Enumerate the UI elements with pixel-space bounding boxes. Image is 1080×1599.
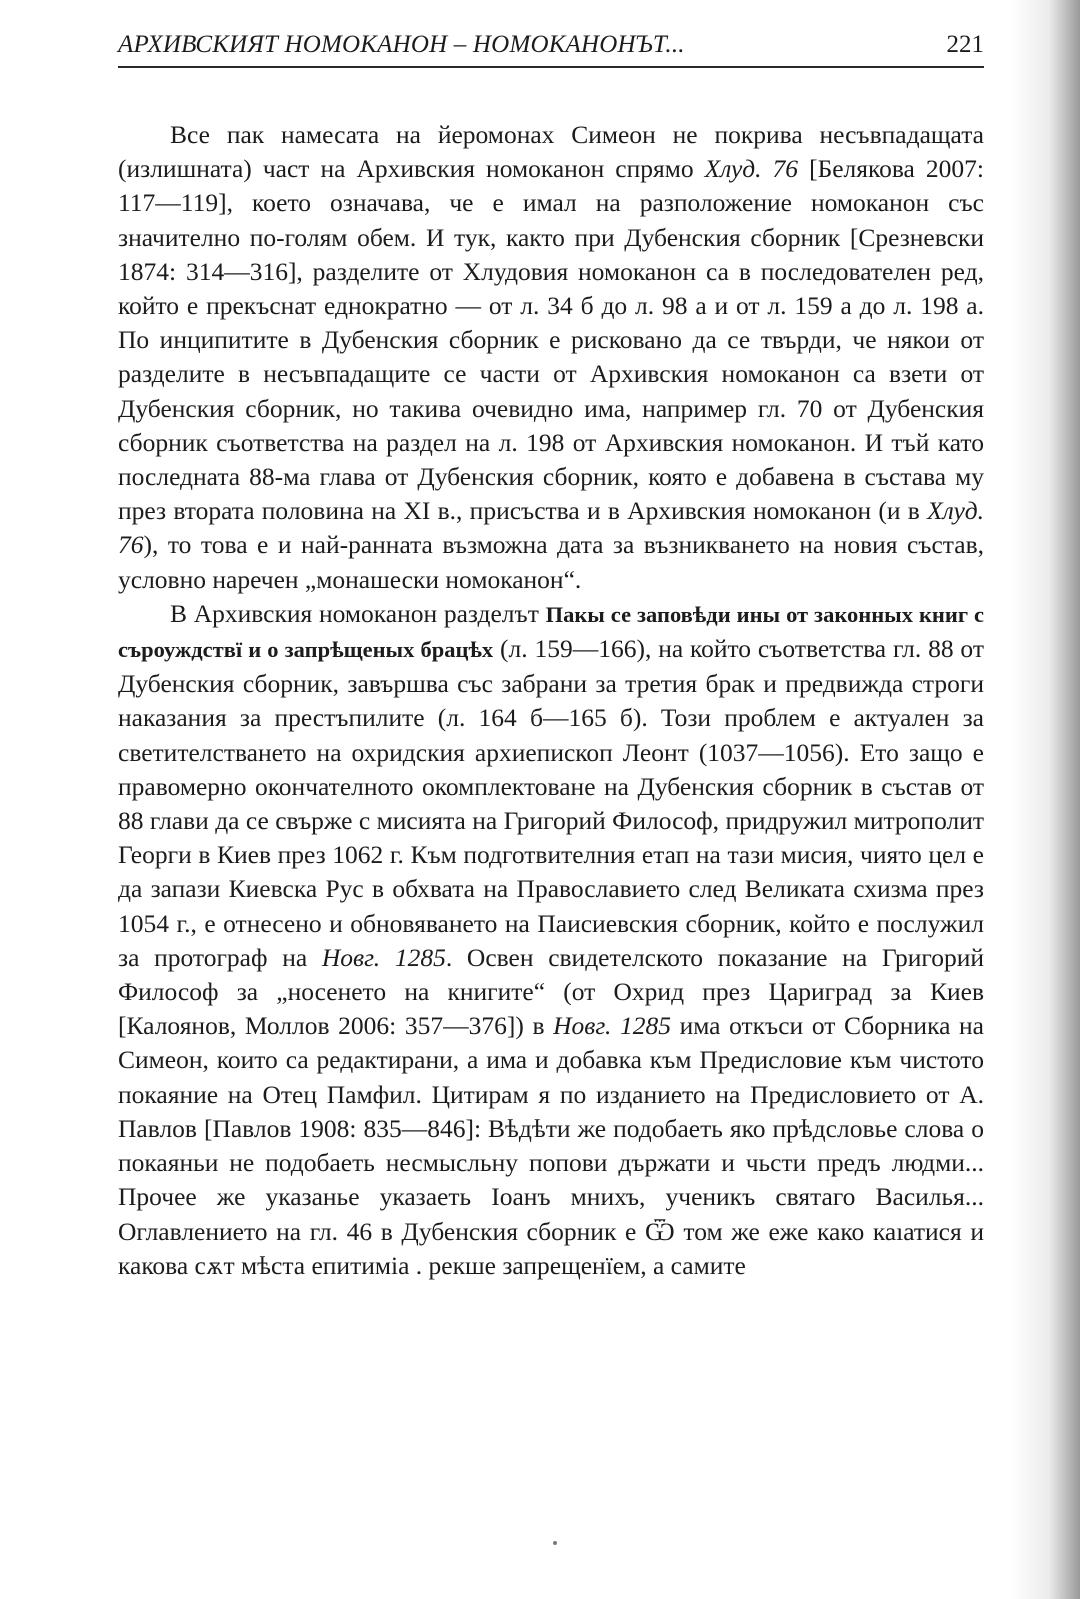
print-speck <box>553 1541 557 1545</box>
page-number: 221 <box>946 31 984 58</box>
paragraph-2-text: има откъси от Сборника на Симеон, които са редактирани, а има и добавка към Предисловие към чистото покаяние на Отец Памфил. Цитирам я по изданието на Предисловието от А. Павлов [Павлов 1908: 835—846]: Вѣдѣти же подобаеть яко прѣдсловье слова о покаяньи не подобаеть несмысльну попови държати и чьсти предъ людми... Прочее же указанье указаеть Іоанъ мнихъ, ученикъ святаго Василья... Оглавлението на гл. 46 в Дубенския сборник е Ѿ том же еже како каıатися и какова сѫт мѣста епитиміа . рекше запрещенїем, а самите <box>118 1011 984 1280</box>
paragraph-1-text: Все пак намесата на йеромонах Симеон не покрива несъвпадащата (излишната) част на Архивския номоканон спрямо <box>118 120 984 184</box>
paragraph-1-text: ), то това е и най-ранната възможна дата за възникването на новия състав, условно наречен „монашески номоканон“. <box>118 530 984 594</box>
manuscript-siglum: Хлуд. 76 <box>118 496 984 560</box>
paragraph-1 <box>118 118 984 597</box>
running-head <box>118 30 984 68</box>
church-slavonic-heading: Пакы се заповѣди ины от законных книг с съроуждствї и о запрѣщеных брацѣх <box>118 601 984 663</box>
paragraph-2-text: (л. 159—166), на който съответства гл. 88 от Дубенския сборник, завършва със забрани за третия брак и предвижда строги наказания за престъпилите (л. 164 б—165 б). Този проблем е актуален за светителстването на охридския архиепископ Леонт (1037—1056). Ето защо е правомерно окончателното окомплектоване на Дубенския сборник в състав от 88 глави да се свърже с мисията на Григорий Философ, придружил митрополит Георги в Киев през 1062 г. Към подготвителния етап на тази мисия, чиято цел е да запази Киевска Рус в обхвата на Православието след Великата схизма през 1054 г., е отнесено и обновяването на Паисиевския сборник, който е послужил за протограф на <box>118 634 984 972</box>
page-gutter-shadow <box>1010 0 1080 1599</box>
manuscript-siglum: Новг. 1285 <box>553 1011 671 1041</box>
running-head-title: АРХИВСКИЯТ НОМОКАНОН – НОМОКАНОНЪТ... <box>118 31 685 58</box>
book-page <box>118 30 984 1283</box>
body-text <box>118 118 984 1283</box>
manuscript-siglum: Новг. 1285 <box>321 942 446 972</box>
paragraph-2-text: В Архивския номоканон разделът <box>170 598 546 628</box>
paragraph-1-text: [Белякова 2007: 117—119], което означава, че е имал на разположение номоканон със значително по-голям обем. И тук, както при Дубенския сборник [Срезневски 1874: 314—316], разделите от Хлудовия номоканон са в последователен ред, който е прекъснат еднократно — от л. 34 б до л. 98 а и от л. 159 а до л. 198 а. По инципитите в Дубенския сборник е рисковано да се твърди, че някои от разделите в несъвпадащите се части от Архивския номоканон са взети от Дубенския сборник, но такива очевидно има, например гл. 70 от Дубенския сборник съответства на раздел на л. 198 от Архивския номоканон. И тъй като последната 88-ма глава от Дубенския сборник, която е добавена в състава му през втората половина на XI в., присъства и в Архивския номоканон (и в <box>118 154 984 526</box>
manuscript-siglum: Хлуд. 76 <box>704 154 799 184</box>
paragraph-2 <box>118 597 984 1283</box>
paragraph-2-text: . Освен свидетелското показание на Григорий Философ за „носенето на книгите“ (от Охрид през Цариград за Киев [Калоянов, Моллов 2006: 357—376]) в <box>118 942 985 1041</box>
